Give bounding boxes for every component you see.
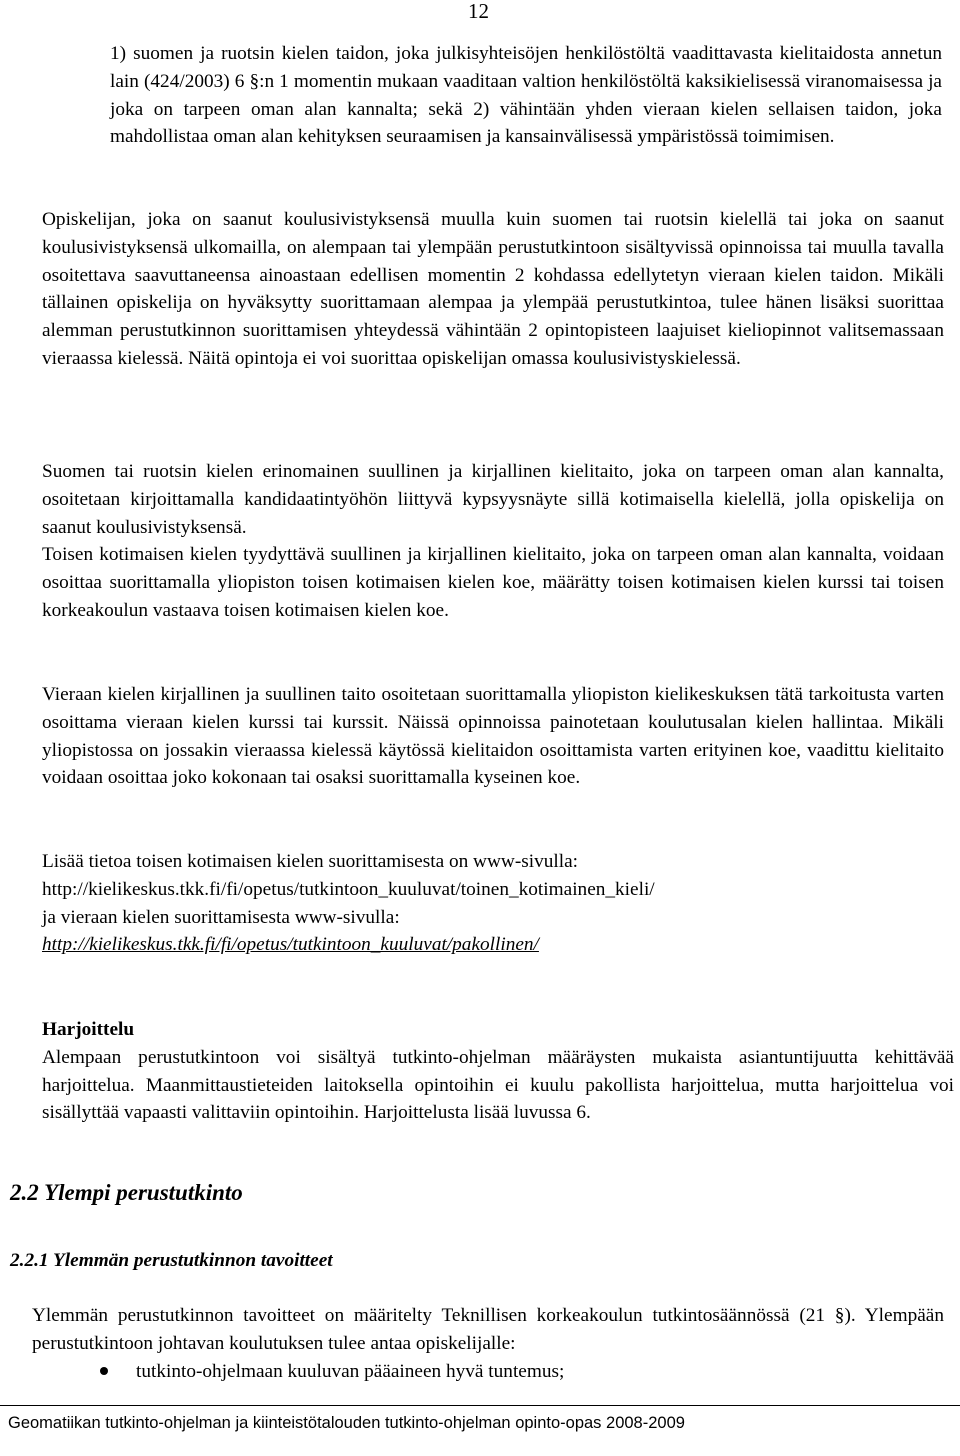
list-item	[100, 1358, 564, 1386]
links-line-2: ja vieraan kielen suorittamisesta www-sivulla:	[42, 906, 400, 928]
subsection-paragraph: Ylemmän perustutkinnon tavoitteet on määritelty Teknillisen korkeakoulun tutkintosäännössä (21 §). Ylempään perustutkintoon johtavan koulutuksen tulee antaa opiskelijalle:	[32, 1305, 944, 1354]
paragraph-second-national-language: Toisen kotimaisen kielen tyydyttävä suullinen ja kirjallinen kielitaito, joka on tarpeen oman alan kannalta, voidaan osoittaa suorittamalla yliopiston toisen kotimaisen kielen koe, määrätty toisen kotimaisen kielen kurssi tai toisen korkeakoulun vastaava toisen kotimaisen kielen koe.	[42, 544, 944, 621]
harjoittelu-heading: Harjoittelu	[42, 1019, 135, 1040]
paragraph-foreign-language: Vieraan kielen kirjallinen ja suullinen taito osoitetaan suorittamalla yliopiston kielikeskuksen tätä tarkoitusta varten osoittama vieraan kielen kurssi tai kurssit. Näissä opinnoissa painotetaan koulutusalan kielen hallintaa. Mikäli yliopistossa on jossakin vieraassa kielessä käytössä kielitaidon osoittamista varten erityinen koe, vaadittu kielitaito voidaan osoittaa joko kokonaan tai osaksi suorittamalla kyseinen koe.	[42, 684, 944, 789]
links-block	[42, 848, 944, 959]
footer-divider	[0, 1405, 960, 1406]
link-foreign-language[interactable]: http://kielikeskus.tkk.fi/fi/opetus/tutkintoon_kuuluvat/pakollinen/	[42, 934, 539, 956]
subsection-heading: 2.2.1 Ylemmän perustutkinnon tavoitteet	[10, 1250, 333, 1271]
page-number: 12	[468, 0, 489, 23]
bullet-icon	[100, 1367, 108, 1375]
paragraph-foreign-education: Opiskelijan, joka on saanut koulusivistyksensä muulla kuin suomen tai ruotsin kielellä tai joka on saanut koulusivistyksensä ulkomailla, on alempaan tai ylempään perustutkintoon sisältyvissä opinnoissa tai muulla tavalla osoitettava saavuttaneensa ainoastaan edellisen momentin 2 kohdassa edellytetyn vieraan kielen taidon. Mikäli tällainen opiskelija on hyväksytty suorittamaan alempaa ja ylempää perustutkintoa, tulee hänen lisäksi suorittaa alemman perustutkinnon suorittamisen yhteydessä vähintään 2 opintopisteen laajuiset kieliopinnot valitsemassaan vieraassa kielessä. Näitä opintoja ei voi suorittaa opiskelijan omassa koulusivistyskielessä.	[42, 209, 944, 369]
list-item-text: tutkinto-ohjelmaan kuuluvan pääaineen hyvä tuntemus;	[136, 1361, 565, 1382]
links-line-1: Lisää tietoa toisen kotimaisen kielen suorittamisesta on www-sivulla:	[42, 851, 579, 872]
section-heading: 2.2 Ylempi perustutkinto	[10, 1180, 243, 1205]
bullet-list	[100, 1358, 564, 1386]
paragraph-native-language: Suomen tai ruotsin kielen erinomainen suullinen ja kirjallinen kielitaito, joka on tarpeen oman alan kannalta, osoitetaan kirjoittamalla kandidaatintyöhön liittyvä kypsyysnäyte sillä kotimaisella kielellä, jolla opiskelija on saanut koulusivistyksensä.	[42, 461, 944, 538]
link-second-national-language[interactable]: http://kielikeskus.tkk.fi/fi/opetus/tutkintoon_kuuluvat/toinen_kotimainen_kieli/	[42, 878, 655, 900]
harjoittelu-section	[42, 1016, 954, 1127]
page-footer: Geomatiikan tutkinto-ohjelman ja kiinteistötalouden tutkinto-ohjelman opinto-opas 2008-2009	[8, 1414, 685, 1432]
intro-list-paragraph: 1) suomen ja ruotsin kielen taidon, joka julkisyhteisöjen henkilöstöltä vaadittavasta kielitaidosta annetun lain (424/2003) 6 §:n 1 momentin mukaan vaaditaan valtion henkilöstöltä kaksikielisessä viranomaisessa ja joka on tarpeen oman alan kannalta; sekä 2) vähintään yhden vieraan kielen sellaisen taidon, joka mahdollistaa oman alan kehityksen seuraamisen ja kansainvälisessä ympäristössä toimimisen.	[110, 43, 942, 148]
harjoittelu-text: Alempaan perustutkintoon voi sisältyä tutkinto-ohjelman määräysten mukaista asiantuntijuutta kehittävää harjoittelua. Maanmittaustieteiden laitoksella opintoihin ei kuulu pakollista harjoittelua, mutta harjoittelua voi sisällyttää vapaasti valittaviin opintoihin. Harjoittelusta lisää luvussa 6.	[42, 1046, 954, 1124]
